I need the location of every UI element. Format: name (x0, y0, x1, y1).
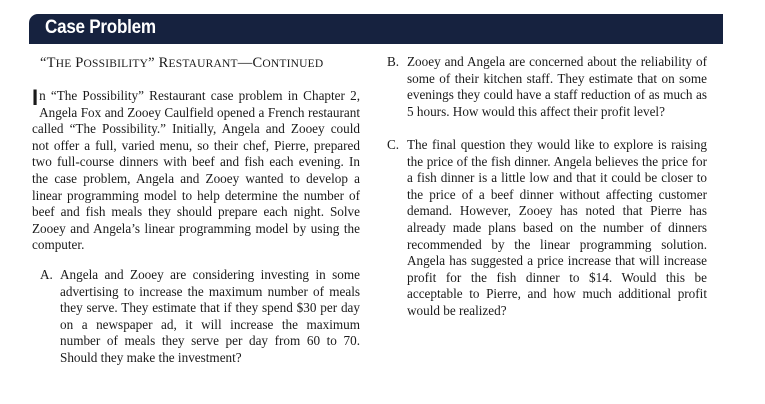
question-text: Angela and Zooey are considering investing in some advertising to increase the maximum number of meals they serve. They estimate that if they spend $30 per day on a newspaper ad, it will increase the maximum number of meals they serve per day from 60 to 70. Should they make the investment? (60, 267, 360, 365)
question-text: Zooey and Angela are concerned about the reliability of some of their kitchen staff. They estimate that on some evenings they could have a staff reduction of as much as 5 hours. How would this affect their profit level? (407, 54, 707, 119)
question-text: The final question they would like to explore is raising the price of the fish dinner. Angela believes the price for a fish dinner is a little low and that it could be closer to the price of a beef dinner without affecting customer demand. However, Zooey has noted that Pierre has already made plans based on the number of dinners recommended by the linear programming solution. Angela has suggested a price increase that will increase profit for the fish dinner to $14. Would this be acceptable to Pierre, and how much additional profit would be realized? (407, 137, 707, 318)
header-title: Case Problem (45, 17, 156, 38)
question-b (387, 54, 707, 120)
section-title-part: —C (237, 55, 263, 71)
question-marker: B. (387, 54, 400, 69)
question-a (40, 267, 360, 367)
section-title-part: ESTAURANT (168, 58, 238, 70)
section-title (40, 55, 323, 72)
case-problem-header (29, 14, 723, 44)
question-marker: A. (40, 267, 53, 282)
section-title-part: ” R (148, 55, 169, 71)
section-title-part: HE (55, 58, 72, 70)
intro-paragraph (32, 85, 360, 254)
drop-cap: I (32, 85, 39, 110)
section-title-part: ONTINUED (262, 58, 324, 70)
section-title-part: “T (40, 55, 56, 71)
section-title-part: P (71, 55, 84, 71)
intro-text: n “The Possibility” Restaurant case problem in Chapter 2, Angela Fox and Zooey Caulfield opened a French restaurant called “The Possibility.” Initially, Angela and Zooey could not offer a full, varied menu, so their chef, Pierre, prepared two full-course dinners with beef and fish each evening. In the case problem, Angela and Zooey wanted to develop a linear programming model to help determine the number of beef and fish meals they should prepare each night. Solve Zooey and Angela’s linear programming model by using the computer. (32, 88, 360, 253)
section-title-part: OSSIBILITY (83, 58, 149, 70)
question-marker: C. (387, 137, 400, 152)
question-c (387, 137, 707, 320)
